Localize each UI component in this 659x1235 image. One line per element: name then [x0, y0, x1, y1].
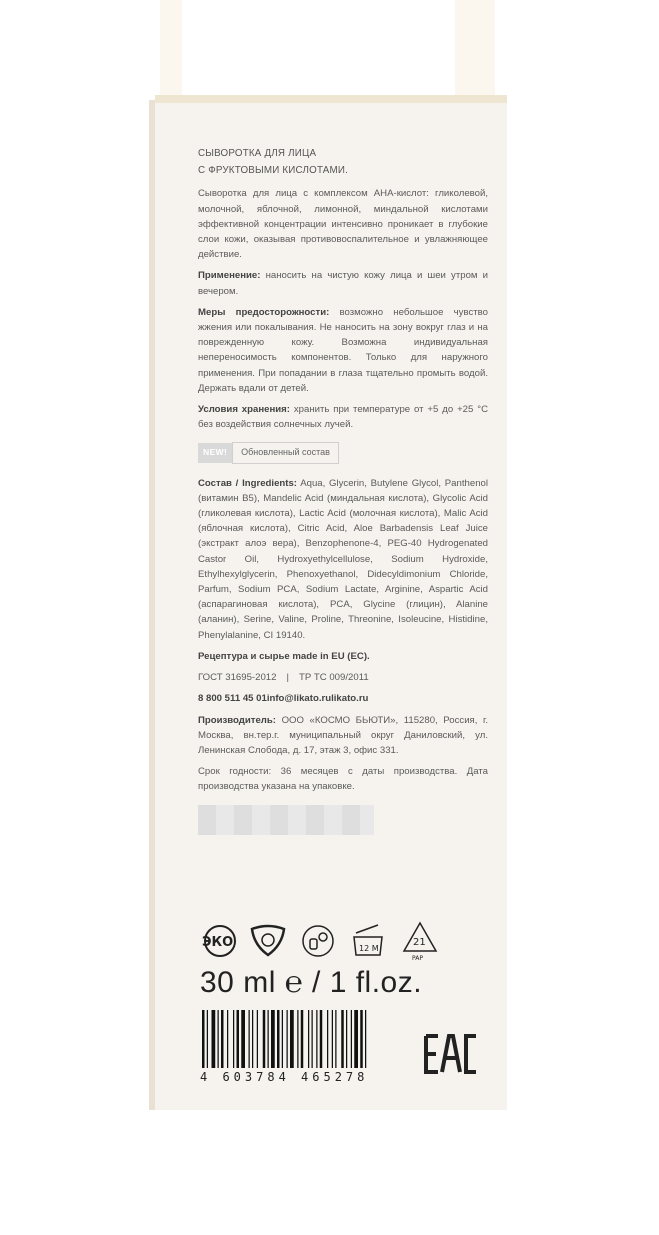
barcode-bar: [316, 1010, 317, 1068]
manufacturer-label: Производитель:: [198, 714, 276, 726]
barcode-bar: [341, 1010, 344, 1068]
barcode-bar: [237, 1010, 240, 1068]
updated-formula-badge: [198, 442, 488, 463]
barcode-bar: [287, 1010, 288, 1068]
12m-jar-icon: [348, 921, 388, 961]
recipe-text: Рецептура и сырье made in EU (EC).: [198, 650, 370, 662]
barcode-bar: [351, 1010, 352, 1068]
composition-section: [198, 476, 488, 643]
barcode-bar: [312, 1010, 313, 1068]
barcode-bar: [271, 1010, 275, 1068]
product-title-line2: С ФРУКТОВЫМИ КИСЛОТАМИ.: [198, 165, 349, 177]
product-description: Сыворотка для лица с комплексом AHA-кислот: гликолевой, молочной, яблочной, лимонной, миндальной кислотами эффективной концентрации интенсивно проникает в глубокие слои кожи, оказывая противовоспалительное и увлажняющее действие.: [198, 188, 488, 261]
application-text: наносить на чистую кожу лица и шеи утром и вечером.: [198, 270, 488, 297]
barcode-bar: [282, 1010, 283, 1068]
barcode-bar: [202, 1010, 205, 1068]
barcode-digits: 4 603784 465278: [200, 1070, 369, 1084]
barcode-bar: [297, 1010, 298, 1068]
box-fold-shadow: [155, 95, 507, 103]
barcode-bar: [332, 1010, 333, 1068]
box-flap-right: [455, 0, 495, 100]
composition-label: Состав / Ingredients:: [198, 477, 297, 489]
standards-line: [198, 670, 488, 685]
site-text: likato.ru: [331, 693, 369, 705]
barcode-bar: [301, 1010, 304, 1068]
recipe-line: [198, 649, 488, 664]
updated-formula-text: Обновленный состав: [232, 442, 339, 463]
precautions-section: [198, 305, 488, 396]
eac-mark-icon: [422, 1032, 478, 1076]
cruelty-free-icon: [248, 923, 288, 959]
contacts-line: [198, 691, 488, 706]
barcode-bar: [354, 1010, 358, 1068]
barcode-bar: [335, 1010, 336, 1068]
blurred-batch-area: [198, 805, 374, 835]
barcode-bar: [227, 1010, 228, 1068]
phone-text: 8 800 511 45 01: [198, 693, 267, 705]
barcode-bar: [249, 1010, 250, 1068]
recycle-code: 21: [413, 937, 426, 948]
volume-text: 30 ml ℮ / 1 fl.oz.: [200, 966, 423, 999]
recycle-21-pap-icon: [398, 919, 442, 963]
barcode-bar: [277, 1010, 280, 1068]
barcode-bar: [257, 1010, 258, 1068]
barcode-bar: [320, 1010, 323, 1068]
barcode-bar: [218, 1010, 219, 1068]
new-badge: NEW!: [198, 443, 232, 462]
separator: |: [286, 672, 289, 684]
gost-text: ГОСТ 31695-2012: [198, 672, 277, 684]
barcode-bar: [327, 1010, 328, 1068]
barcode-bar: [221, 1010, 224, 1068]
barcode: [198, 1010, 420, 1078]
barcode-bar: [308, 1010, 309, 1068]
no-animal-testing-icon: [298, 923, 338, 959]
barcode-bar: [346, 1010, 347, 1068]
email-text: info@likato.ru: [266, 693, 332, 705]
label-text-block: [198, 146, 488, 853]
barcode-bar: [212, 1010, 216, 1068]
box-flap-left: [160, 0, 182, 100]
barcode-bar: [365, 1010, 366, 1068]
precautions-text: возможно небольшое чувство жжения или покалывания. Не наносить на зону вокруг глаз и на поврежденную кожу. Возможна индивидуальная непереносимость компонентов. Только для наружного применения. При попадании в глаза тщательно промыть водой. Держать вдали от детей.: [198, 306, 488, 394]
tr-text: ТР ТС 009/2011: [298, 672, 369, 684]
pao-text: 12 M: [359, 944, 379, 953]
manufacturer-section: [198, 713, 488, 759]
eco-icon: [198, 923, 238, 959]
barcode-bar: [207, 1010, 208, 1068]
svg-text:ЭКО: ЭКО: [202, 935, 234, 950]
manufacturer-text: ООО «КОСМО БЬЮТИ», 115280, Россия, г. Москва, вн.тер.г. муниципальный округ Даниловский, ул. Ленинская Слобода, д. 17, этаж 3, офис 331.: [198, 714, 488, 756]
shelf-life-text: Срок годности: 36 месяцев с даты производства. Дата производства указана на упаковке.: [198, 766, 488, 793]
precautions-label: Меры предосторожности:: [198, 306, 330, 318]
barcode-bar: [268, 1010, 269, 1068]
recycle-material: PAP: [412, 955, 423, 962]
product-title-line1: СЫВОРОТКА ДЛЯ ЛИЦА: [198, 148, 317, 159]
barcode-bar: [263, 1010, 266, 1068]
storage-label: Условия хранения:: [198, 404, 290, 416]
storage-text: хранить при температуре от +5 до +25 °С без воздействия солнечных лучей.: [198, 404, 489, 431]
barcode-bar: [360, 1010, 363, 1068]
storage-section: [198, 402, 488, 432]
barcode-bar: [233, 1010, 234, 1068]
application-section: [198, 268, 488, 298]
barcode-bar: [290, 1010, 294, 1068]
certification-icons: [198, 918, 478, 964]
barcode-bar: [252, 1010, 253, 1068]
application-label: Применение:: [198, 270, 261, 282]
barcode-bar: [241, 1010, 245, 1068]
composition-text: Aqua, Glycerin, Butylene Glycol, Panthenol (витамин B5), Mandelic Acid (миндальная кислота), Glycolic Acid (гликолевая кислота), Lactic Acid (молочная кислота), Malic Acid (яблочная кислота), Citric Acid, Aloe Barbadensis Leaf Juice (экстракт алоэ вера), Benzophenone-4, PEG-40 Hydrogenated Castor Oil, Hydroxyethylcellulose, Sodium Hydroxide, Ethylhexylglycerin, Phenoxyethanol, Didecyldimonium Chloride, Parfum, Sodium PCA, Sodium Lactate, Arginine, Aspartic Acid (аспарагиновая кислота), PCA, Glycine (глицин), Alanine (аланин), Serine, Valine, Proline, Threonine, Isoleucine, Histidine, Phenylalanine, CI 19140.: [198, 477, 488, 641]
